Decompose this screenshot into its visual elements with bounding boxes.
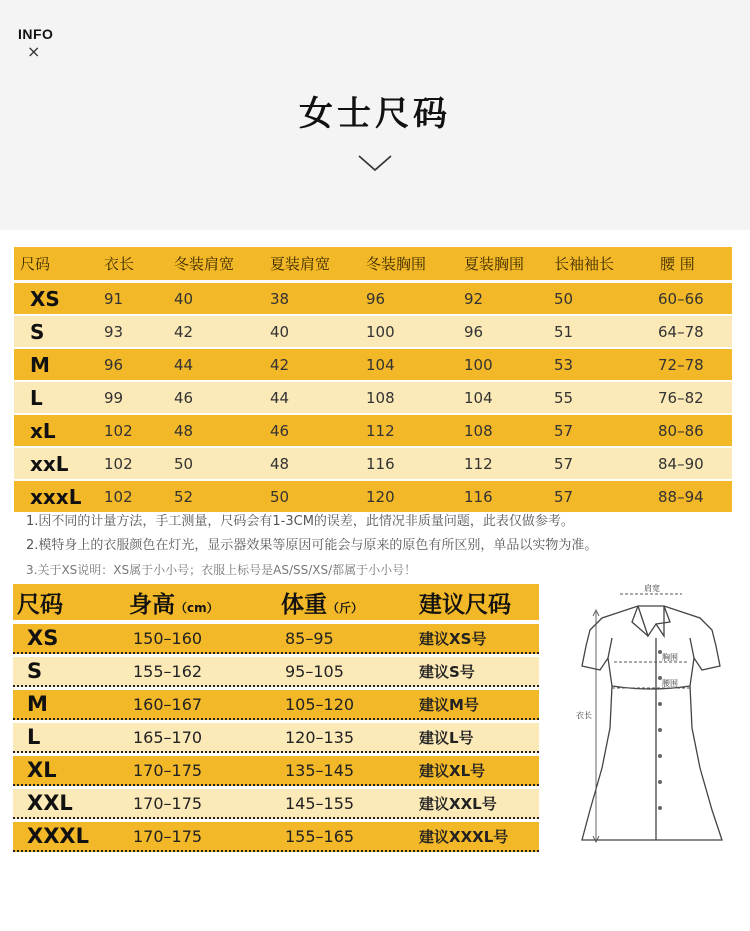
- value-cell: 76–82: [658, 388, 704, 407]
- header-cell: 夏装胸围: [464, 255, 525, 273]
- suggest-cell: 建议S号: [419, 662, 475, 681]
- size-cell: XS: [30, 286, 60, 311]
- value-cell: 104: [464, 388, 493, 407]
- shoulder-label: 肩宽: [644, 584, 660, 593]
- value-cell: 165–170: [133, 727, 203, 747]
- value-cell: 55: [554, 388, 574, 407]
- table-row: [13, 822, 539, 852]
- header-cell: 冬装胸围: [366, 255, 427, 273]
- value-cell: 102: [104, 421, 133, 440]
- table-row: [14, 316, 732, 347]
- note-1: 1.因不同的计量方法，手工测量，尺码会有1-3CM的误差，此情况非质量问题，此表仅做参考。: [26, 514, 574, 529]
- value-cell: 84–90: [658, 454, 704, 473]
- value-cell: 135–145: [285, 760, 355, 780]
- value-cell: 48: [174, 421, 194, 440]
- value-cell: 104: [366, 355, 395, 374]
- size-cell: XL: [27, 758, 57, 782]
- size-cell: S: [27, 659, 43, 683]
- value-cell: 92: [464, 289, 484, 308]
- length-label: 衣长: [576, 711, 592, 720]
- value-cell: 80–86: [658, 421, 704, 440]
- suggest-cell: 建议M号: [419, 695, 479, 714]
- value-cell: 50: [174, 454, 194, 473]
- value-cell: 120–135: [285, 727, 355, 747]
- value-cell: 160–167: [133, 694, 203, 714]
- value-cell: 116: [464, 487, 493, 506]
- value-cell: 72–78: [658, 355, 704, 374]
- size-measure-table: [14, 247, 732, 514]
- value-cell: 85–95: [285, 628, 334, 648]
- value-cell: 44: [174, 355, 194, 374]
- value-cell: 102: [104, 454, 133, 473]
- value-cell: 155–165: [285, 826, 355, 846]
- value-cell: 108: [464, 421, 493, 440]
- note-2: 2.模特身上的衣服颜色在灯光，显示器效果等原因可能会与原来的原色有所区别，单品以实物为准。: [26, 538, 598, 553]
- header-weight-label: 体重: [281, 591, 327, 618]
- table-row: [14, 448, 732, 479]
- value-cell: 100: [366, 322, 395, 341]
- header-weight-unit: （斤）: [327, 600, 364, 615]
- value-cell: 52: [174, 487, 194, 506]
- header-height-label: 身高: [129, 591, 175, 618]
- suggest-cell: 建议XXL号: [419, 794, 497, 813]
- table-row: [13, 657, 539, 687]
- size-cell: S: [30, 319, 45, 344]
- value-cell: 46: [270, 421, 290, 440]
- header-weight: [281, 586, 419, 619]
- header-cell: 尺码: [20, 255, 51, 273]
- size-cell: xxL: [30, 451, 69, 476]
- value-cell: 57: [554, 454, 574, 473]
- value-cell: 38: [270, 289, 290, 308]
- dress-diagram: [560, 578, 745, 848]
- header-cell: 冬装肩宽: [174, 255, 235, 273]
- value-cell: 108: [366, 388, 395, 407]
- header-cell: 夏装肩宽: [270, 255, 331, 273]
- value-cell: 96: [104, 355, 124, 374]
- size-cell: M: [30, 352, 50, 377]
- value-cell: 112: [366, 421, 395, 440]
- value-cell: 155–162: [133, 661, 203, 681]
- value-cell: 42: [174, 322, 194, 341]
- header-cell: 长袖袖长: [554, 255, 615, 273]
- header-height-unit: （cm）: [175, 600, 219, 615]
- table-row: [14, 415, 732, 446]
- suggest-cell: 建议L号: [419, 728, 474, 747]
- value-cell: 48: [270, 454, 290, 473]
- size-cell: XS: [27, 626, 59, 650]
- value-cell: 170–175: [133, 793, 203, 813]
- page-title: 女士尺码: [299, 94, 451, 134]
- value-cell: 57: [554, 487, 574, 506]
- waist-label: 腰围: [662, 679, 678, 688]
- header-size: 尺码: [17, 591, 63, 618]
- size-cell: xxxL: [30, 484, 82, 509]
- value-cell: 100: [464, 355, 493, 374]
- table-row: [13, 756, 539, 786]
- value-cell: 112: [464, 454, 493, 473]
- size-cell: xL: [30, 418, 56, 443]
- suggest-cell: 建议XXXL号: [419, 827, 509, 846]
- value-cell: 46: [174, 388, 194, 407]
- value-cell: 50: [554, 289, 574, 308]
- chevron-down-icon: [357, 150, 393, 174]
- size-cell: M: [27, 692, 48, 716]
- suggest-cell: 建议XL号: [419, 761, 486, 780]
- header-height: [129, 586, 281, 619]
- size-suggestion-table: [13, 584, 539, 855]
- value-cell: 42: [270, 355, 290, 374]
- info-label: INFO: [18, 26, 54, 42]
- value-cell: 145–155: [285, 793, 355, 813]
- table-header-row: [14, 247, 732, 280]
- value-cell: 170–175: [133, 826, 203, 846]
- table-row: [14, 283, 732, 314]
- value-cell: 96: [464, 322, 484, 341]
- header-cell: 腰 围: [660, 255, 695, 273]
- value-cell: 51: [554, 322, 574, 341]
- table-header-row: [13, 584, 539, 620]
- value-cell: 116: [366, 454, 395, 473]
- value-cell: 88–94: [658, 487, 704, 506]
- value-cell: 60–66: [658, 289, 704, 308]
- table-row: [14, 481, 732, 512]
- value-cell: 53: [554, 355, 574, 374]
- value-cell: 40: [174, 289, 194, 308]
- header-suggest: 建议尺码: [419, 591, 511, 618]
- header-cell: 衣长: [104, 255, 135, 273]
- size-cell: L: [27, 725, 41, 749]
- size-cell: L: [30, 385, 43, 410]
- suggest-cell: 建议XS号: [419, 629, 487, 648]
- close-icon: ×: [27, 42, 41, 61]
- size-cell: XXXL: [27, 824, 89, 848]
- chest-label: 胸围: [662, 653, 678, 662]
- value-cell: 120: [366, 487, 395, 506]
- table-row: [13, 723, 539, 753]
- value-cell: 96: [366, 289, 386, 308]
- value-cell: 93: [104, 322, 124, 341]
- table-row: [14, 349, 732, 380]
- value-cell: 44: [270, 388, 290, 407]
- value-cell: 105–120: [285, 694, 355, 714]
- table-row: [13, 624, 539, 654]
- size-cell: XXL: [27, 791, 73, 815]
- value-cell: 170–175: [133, 760, 203, 780]
- table-row: [14, 382, 732, 413]
- table-row: [13, 690, 539, 720]
- table-row: [13, 789, 539, 819]
- note-3: 3.关于XS说明：XS属于小小号；衣服上标号是AS/SS/XS/都属于小小号！: [26, 563, 417, 577]
- value-cell: 57: [554, 421, 574, 440]
- value-cell: 150–160: [133, 628, 203, 648]
- value-cell: 91: [104, 289, 124, 308]
- notes: [26, 510, 597, 582]
- value-cell: 95–105: [285, 661, 344, 681]
- value-cell: 99: [104, 388, 124, 407]
- value-cell: 102: [104, 487, 133, 506]
- value-cell: 50: [270, 487, 290, 506]
- value-cell: 64–78: [658, 322, 704, 341]
- header-banner: [0, 0, 750, 230]
- value-cell: 40: [270, 322, 290, 341]
